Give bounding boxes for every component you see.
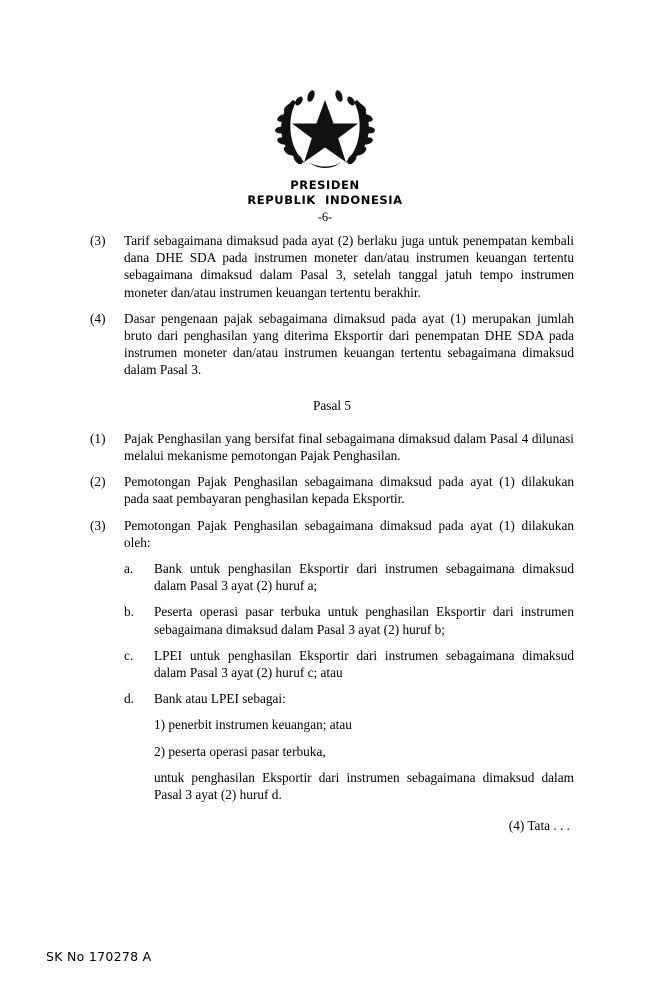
- list-item: [90, 517, 574, 551]
- sub-item-text: Peserta operasi pasar terbuka untuk penghasilan Eksportir dari instrumen sebagaimana dimaksud dalam Pasal 3 ayat (2) huruf b;: [154, 604, 574, 637]
- document-code: SK No 170278 A: [46, 949, 152, 964]
- item-marker: (3): [90, 233, 106, 248]
- sub-sub-list-item: 2) peserta operasi pasar terbuka,: [154, 743, 326, 759]
- section-heading: Pasal 5: [312, 397, 352, 413]
- garuda-star-emblem: [263, 78, 387, 174]
- sub-item-marker: b.: [124, 604, 134, 620]
- list-item: [90, 473, 574, 507]
- heading-line-1: PRESIDEN: [290, 178, 360, 192]
- page-title: [0, 178, 650, 208]
- sub-item-text: LPEI untuk penghasilan Eksportir dari instrumen sebagaimana dimaksud dalam Pasal 3 ayat (2) huruf c; atau: [154, 647, 574, 681]
- item-text: Tarif sebagaimana dimaksud pada ayat (2) berlaku juga untuk penempatan kembali dana DHE SDA pada instrumen moneter dan/atau instrumen keuangan tertentu sebagaimana dimaksud dalam Pasal 3, setelah tanggal jatuh tempo instrumen moneter dan/atau instrumen keuangan tertentu berakhir.: [124, 233, 574, 300]
- page-number: -6-: [317, 210, 333, 224]
- document-body: [90, 232, 574, 834]
- sub-list-item: [90, 560, 574, 594]
- item-text: Pemotongan Pajak Penghasilan sebagaimana dimaksud pada ayat (1) dilakukan pada saat pembayaran penghasilan kepada Eksportir.: [124, 474, 574, 507]
- continuation-note: (4) Tata . . .: [508, 818, 570, 834]
- sub-item-marker: c.: [124, 647, 134, 663]
- sub-item-marker: d.: [124, 691, 134, 707]
- sub-list-item: [90, 603, 574, 637]
- sub-item-text: Bank atau LPEI sebagai:: [154, 691, 286, 707]
- sub-list-item: [90, 690, 574, 707]
- item-marker: (1): [90, 430, 106, 446]
- item-text: Pemotongan Pajak Penghasilan sebagaimana dimaksud pada ayat (1) dilakukan oleh:: [124, 517, 574, 550]
- item-text: Dasar pengenaan pajak sebagaimana dimaksud pada ayat (1) merupakan jumlah bruto dari penghasilan yang diterima Eksportir dari penempatan DHE SDA pada instrumen moneter dan/atau instrumen keuangan tertentu sebagaimana dimaksud dalam Pasal 3.: [124, 310, 574, 378]
- heading-line-2: REPUBLIK INDONESIA: [247, 193, 403, 207]
- item-marker: (2): [90, 474, 106, 490]
- item-marker: (4): [90, 310, 106, 326]
- item-text: Pajak Penghasilan yang bersifat final sebagaimana dimaksud dalam Pasal 4 dilunasi melalui mekanisme pemotongan Pajak Penghasilan.: [124, 430, 574, 464]
- sub-list-item: [90, 647, 574, 681]
- item-marker: (3): [90, 517, 106, 533]
- emblem-container: [0, 78, 650, 179]
- list-item: [90, 232, 574, 301]
- sub-item-marker: a.: [124, 561, 134, 577]
- list-item: [90, 430, 574, 464]
- closing-paragraph: untuk penghasilan Eksportir dari instrumen sebagaimana dimaksud dalam Pasal 3 ayat (2) huruf d.: [154, 769, 574, 803]
- sub-item-text: Bank untuk penghasilan Eksportir dari instrumen sebagaimana dimaksud dalam Pasal 3 ayat (2) huruf a;: [154, 561, 574, 594]
- sub-sub-list-item: 1) penerbit instrumen keuangan; atau: [154, 717, 352, 733]
- list-item: [90, 310, 574, 379]
